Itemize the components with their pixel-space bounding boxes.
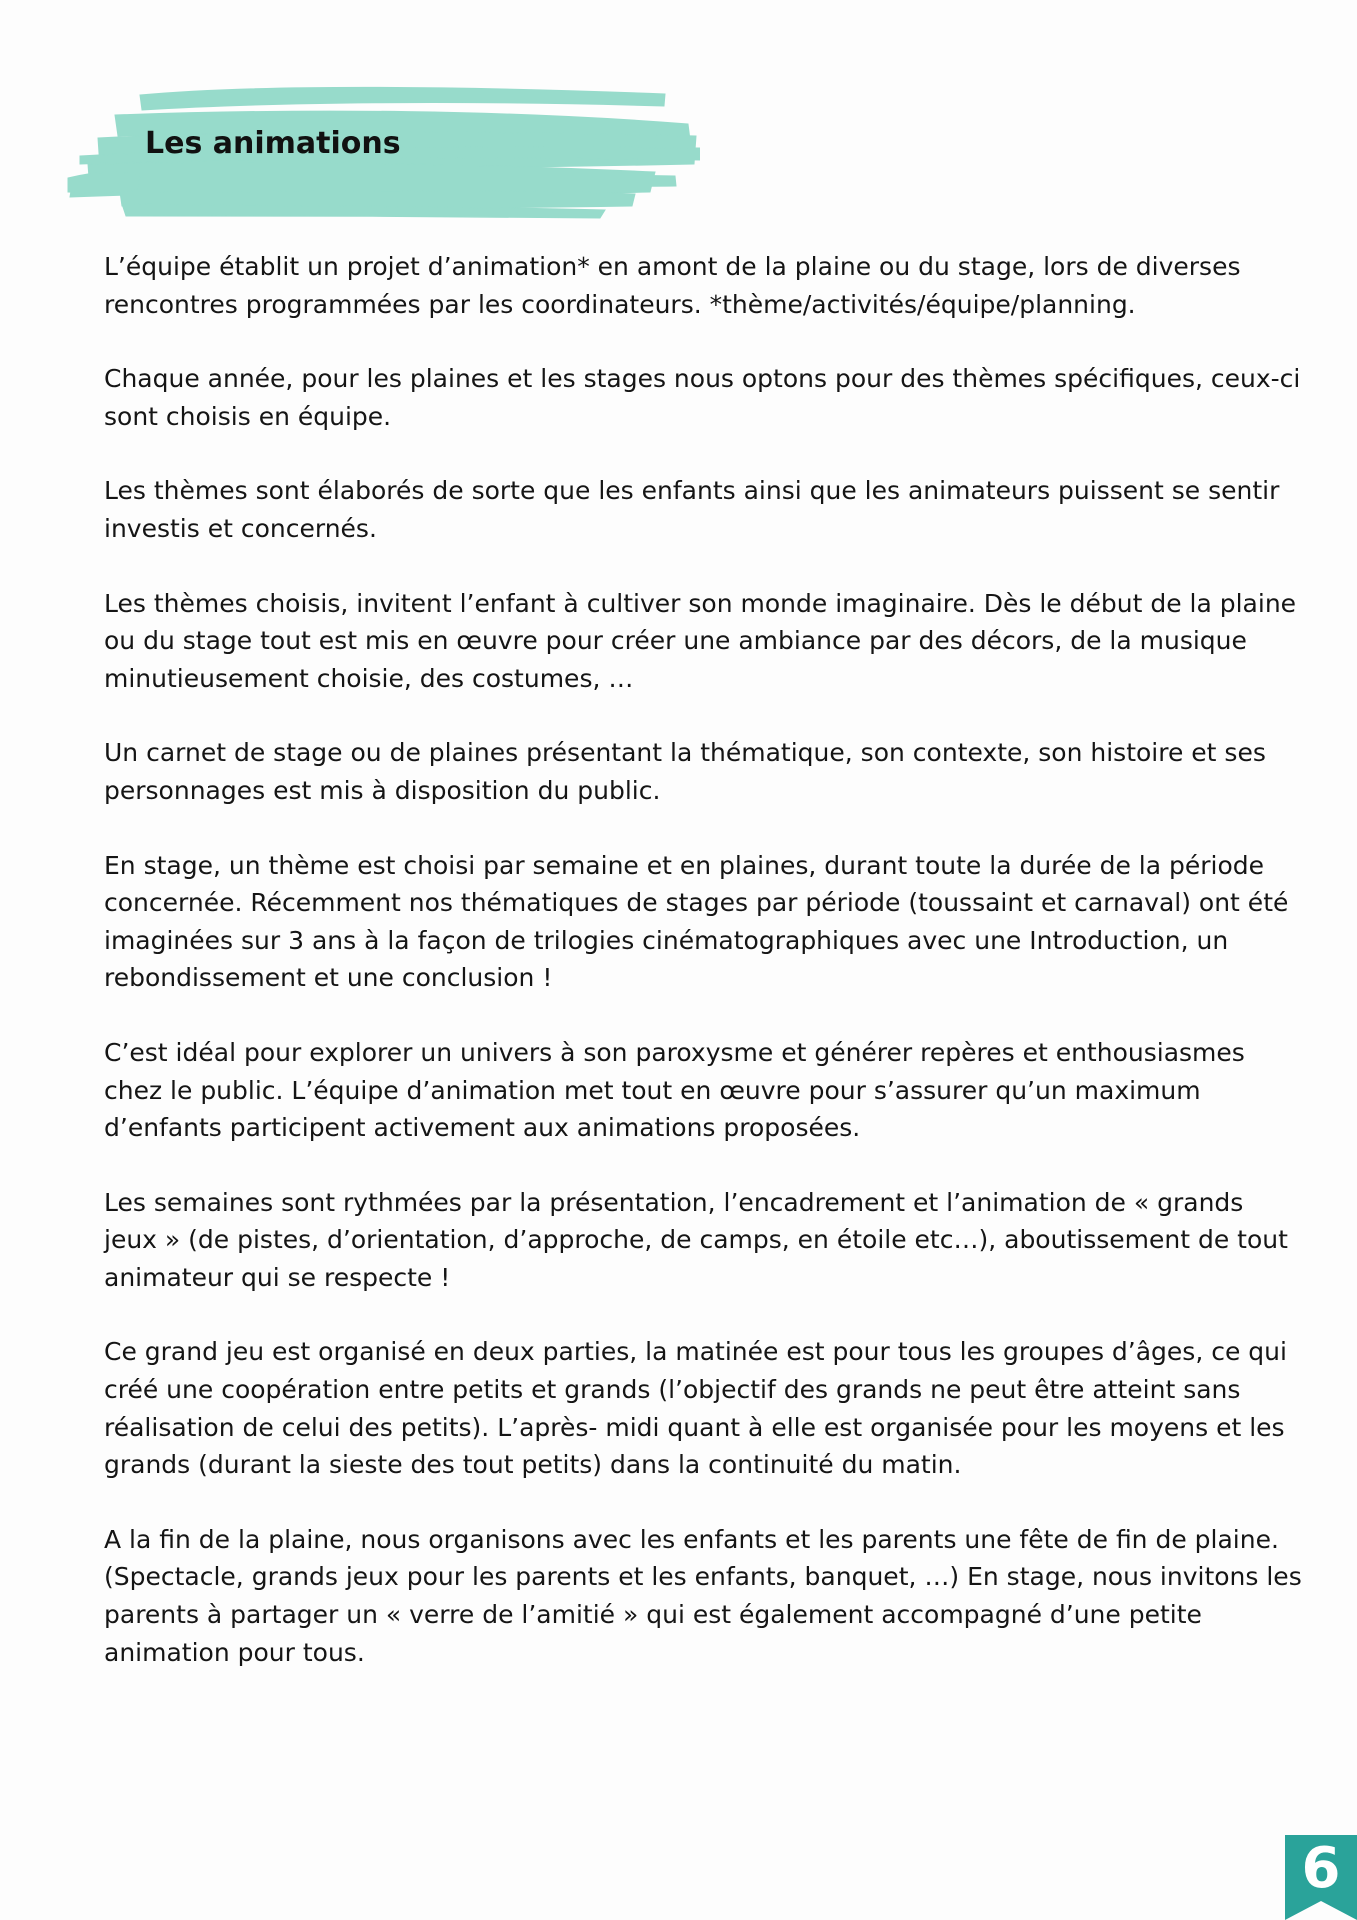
- paragraph: Les semaines sont rythmées par la présentation, l’encadrement et l’animation de « grands jeux » (de pistes, d’orientation, d’approche, de camps, en étoile etc…), aboutissement de tout animateur qui se respecte !: [104, 1187, 1288, 1292]
- paragraph: C’est idéal pour explorer un univers à son paroxysme et générer repères et enthousiasmes chez le public. L’équipe d’animation met tout en œuvre pour s’assurer qu’un maximum d’enfants participent activement aux animations proposées.: [104, 1037, 1245, 1143]
- paragraph: Un carnet de stage ou de plaines présentant la thématique, son contexte, son histoire et ses personnages est mis à disposition du public.: [104, 738, 1266, 805]
- body-text: [104, 248, 1304, 1708]
- paragraph: Les thèmes sont élaborés de sorte que les enfants ainsi que les animateurs puissent se sentir investis et concernés.: [104, 476, 1280, 543]
- page-number: 6: [1301, 1836, 1341, 1901]
- paragraph: A la fin de la plaine, nous organisons avec les enfants et les parents une fête de fin de plaine. (Spectacle, grands jeux pour les parents et les enfants, banquet, …) En stage, nous invitons les parents à partager un « verre de l’amitié » qui est également accompagné d’une petite animation pour tous.: [104, 1524, 1302, 1667]
- paragraph: En stage, un thème est choisi par semaine et en plaines, durant toute la durée de la période concernée. Récemment nos thématiques de stages par période (toussaint et carnaval) ont été imaginées sur 3 ans à la façon de trilogies cinématographiques avec une Introduction, un rebondissement et une conclusion !: [104, 850, 1289, 993]
- section-heading: [60, 80, 700, 230]
- page-title: Les animations: [145, 126, 401, 161]
- page-number-badge: [1285, 1835, 1357, 1920]
- paragraph: L’équipe établit un projet d’animation* en amont de la plaine ou du stage, lors de diverses rencontres programmées par les coordinateurs. *thème/activités/équipe/planning.: [104, 252, 1241, 319]
- paragraph: Ce grand jeu est organisé en deux parties, la matinée est pour tous les groupes d’âges, ce qui créé une coopération entre petits et grands (l’objectif des grands ne peut être atteint sans réalisation de celui des petits). L’après- midi quant à elle est organisée pour les moyens et les grands (durant la sieste des tout petits) dans la continuité du matin.: [104, 1337, 1287, 1480]
- paragraph: Chaque année, pour les plaines et les stages nous optons pour des thèmes spécifiques, ceux-ci sont choisis en équipe.: [104, 364, 1301, 431]
- paragraph: Les thèmes choisis, invitent l’enfant à cultiver son monde imaginaire. Dès le début de la plaine ou du stage tout est mis en œuvre pour créer une ambiance par des décors, de la musique minutieusement choisie, des costumes, …: [104, 588, 1297, 693]
